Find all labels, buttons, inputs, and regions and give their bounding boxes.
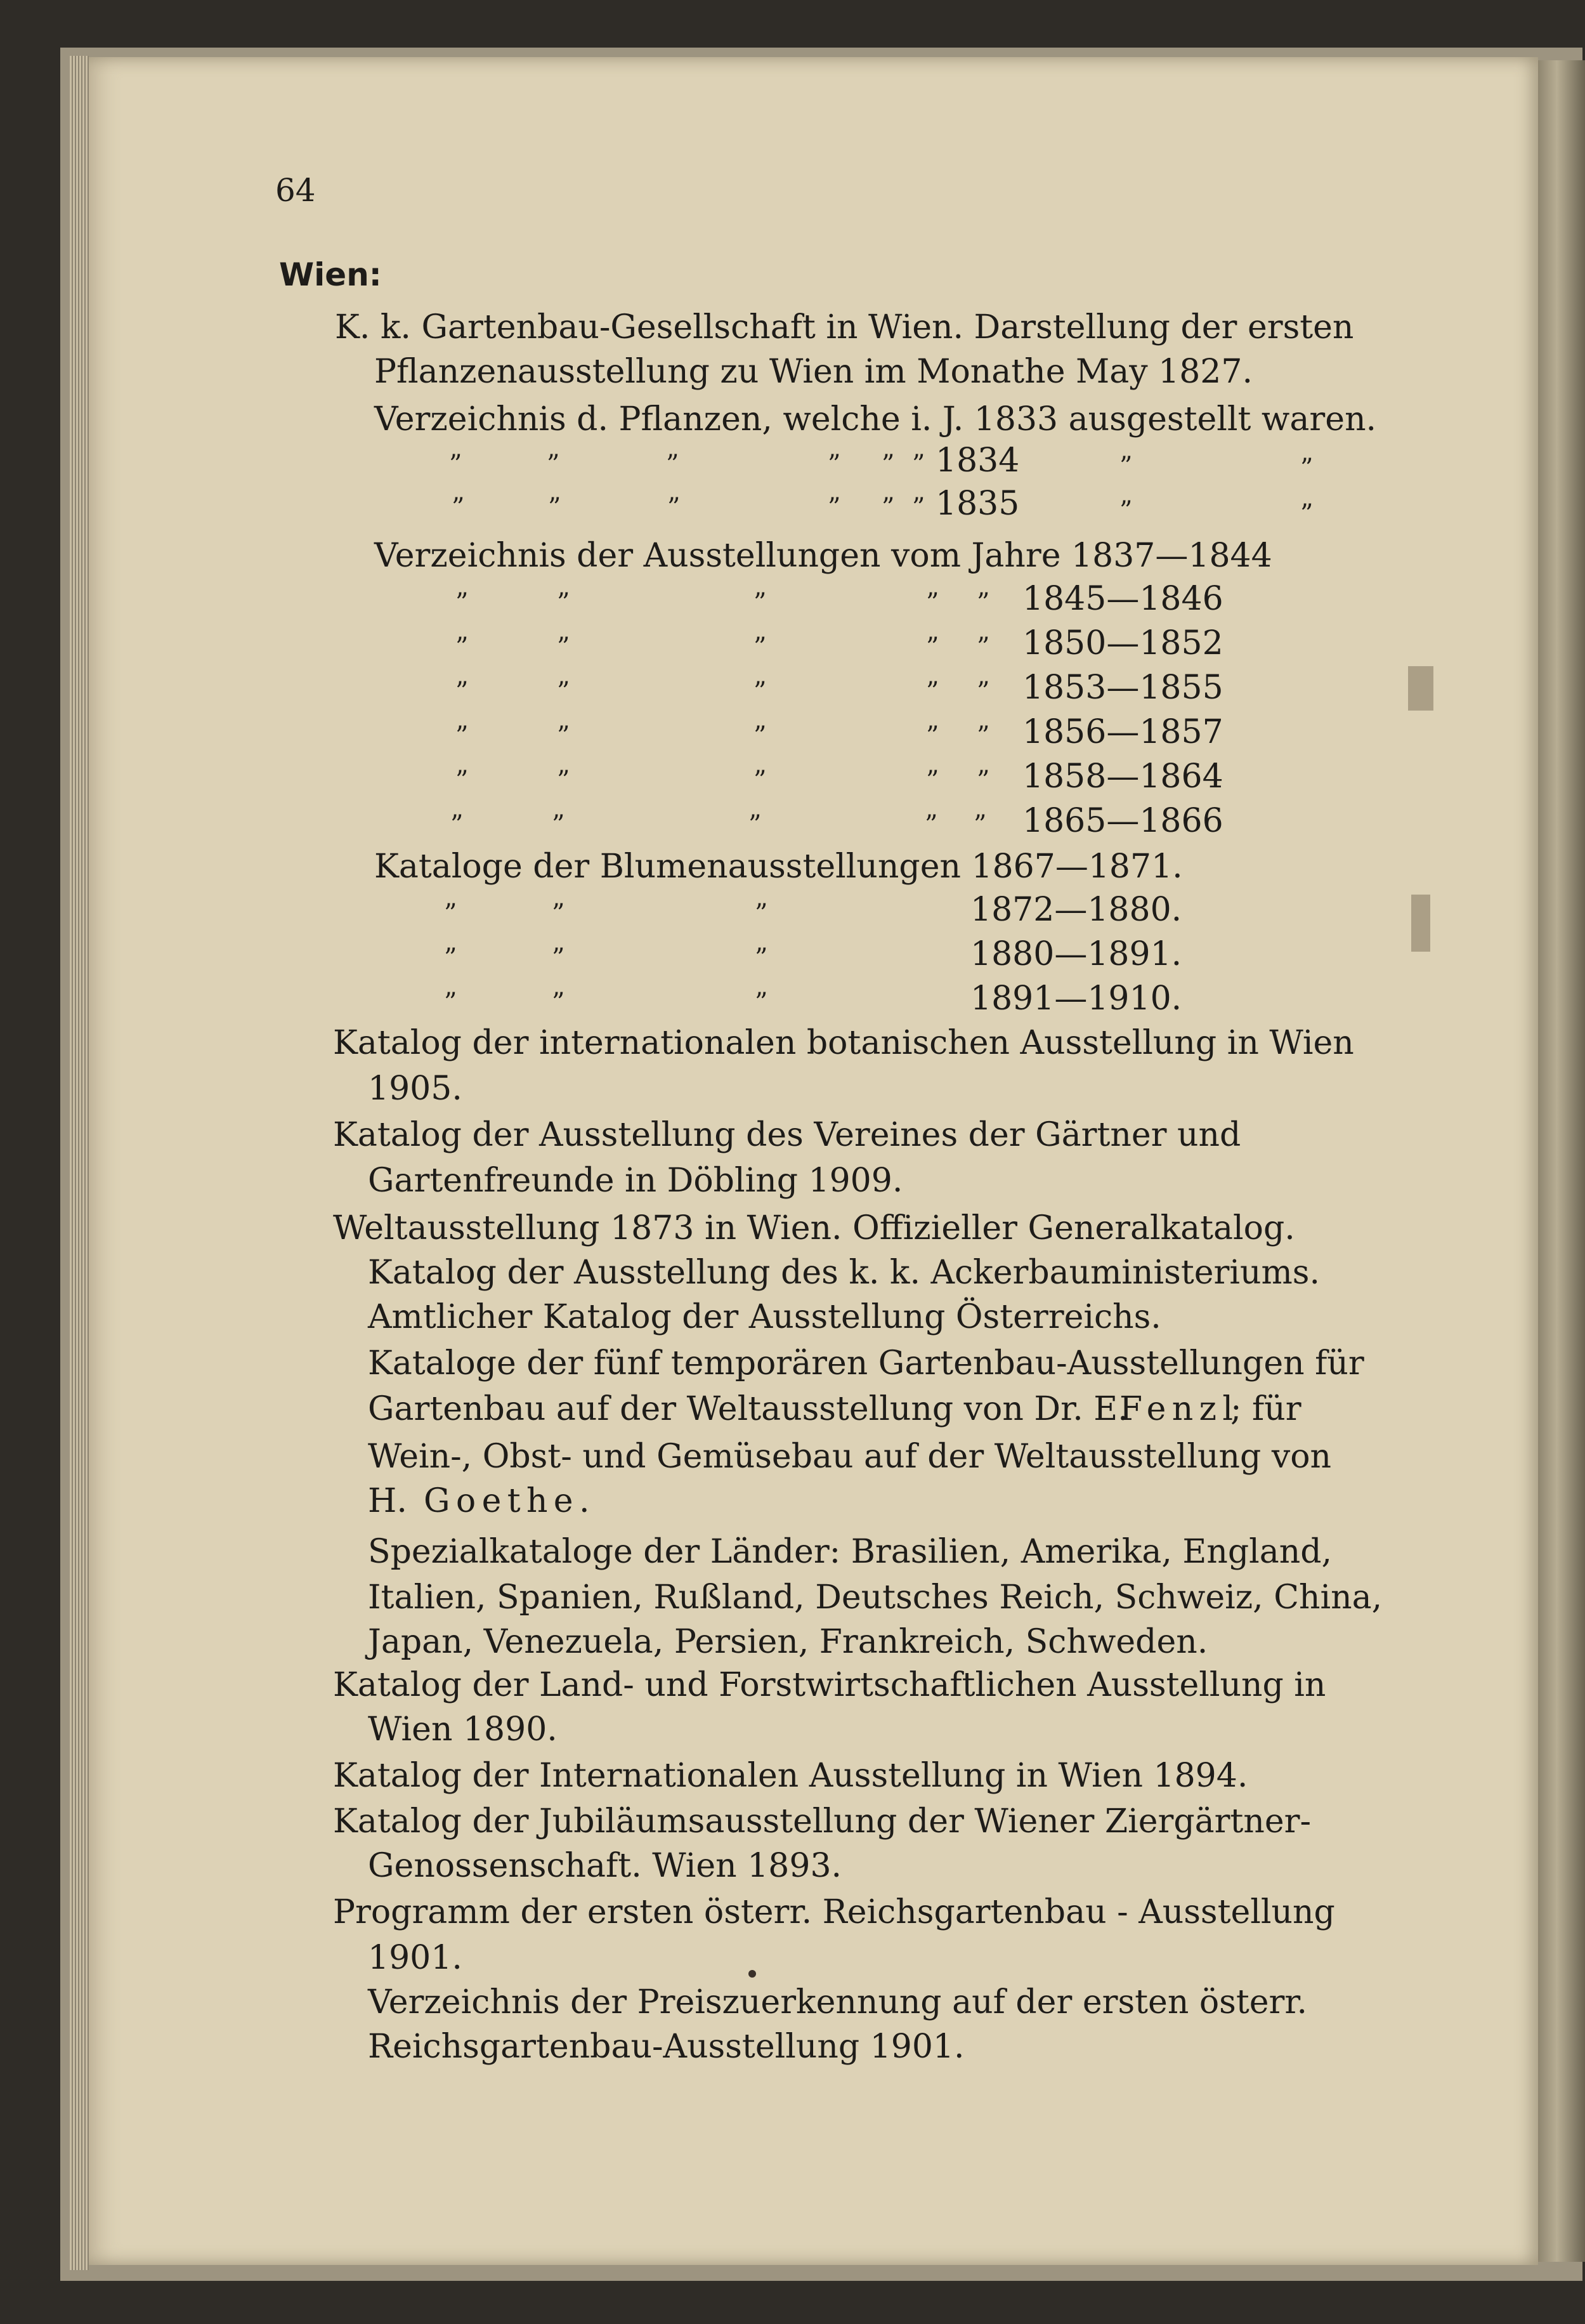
ditto-mark: ” bbox=[547, 450, 560, 479]
page-smudge bbox=[1408, 666, 1433, 711]
text-line-spaced-name: Fenzl bbox=[1119, 1390, 1239, 1428]
ditto-mark: ” bbox=[557, 677, 570, 706]
ditto-mark: ” bbox=[455, 721, 469, 751]
ditto-mark: ” bbox=[552, 988, 565, 1017]
ditto-mark: ” bbox=[455, 588, 469, 617]
text-line: Gartenbau auf der Weltausstellung von Dr. E. bbox=[368, 1390, 1128, 1428]
book-page bbox=[89, 57, 1538, 2265]
ditto-mark: ” bbox=[444, 988, 457, 1017]
text-line: 1850—1852 bbox=[1022, 624, 1223, 662]
ditto-mark: ” bbox=[552, 810, 565, 839]
ditto-mark: ” bbox=[926, 633, 939, 662]
text-line: Katalog der Internationalen Ausstellung in Wien 1894. bbox=[333, 1757, 1248, 1795]
text-line: Wein-, Obst- und Gemüsebau auf der Weltausstellung von bbox=[368, 1438, 1331, 1476]
ditto-mark: ” bbox=[1119, 496, 1133, 525]
text-line: K. k. Gartenbau-Gesellschaft in Wien. Darstellung der ersten bbox=[335, 308, 1354, 346]
ditto-mark: ” bbox=[552, 899, 565, 928]
text-line: Spezialkataloge der Länder: Brasilien, Amerika, England, bbox=[368, 1533, 1333, 1571]
ditto-mark: ” bbox=[912, 450, 925, 479]
text-line: 1853—1855 bbox=[1022, 669, 1223, 707]
text-line-spaced-name: Goethe. bbox=[424, 1482, 596, 1520]
text-line: Italien, Spanien, Rußland, Deutsches Reich, Schweiz, China, bbox=[368, 1579, 1383, 1617]
ditto-mark: ” bbox=[557, 633, 570, 662]
ditto-mark: ” bbox=[455, 633, 469, 662]
text-line: Verzeichnis der Preiszuerkennung auf der ersten österr. bbox=[368, 1983, 1308, 2021]
ditto-mark: ” bbox=[557, 721, 570, 751]
text-line: 1865—1866 bbox=[1022, 802, 1223, 840]
ditto-mark: ” bbox=[882, 493, 895, 522]
text-line: 1905. bbox=[368, 1070, 462, 1108]
text-line: Kataloge der fünf temporären Gartenbau-Ausstellungen für bbox=[368, 1344, 1364, 1382]
ditto-mark: ” bbox=[828, 450, 841, 479]
text-line: H. bbox=[368, 1482, 407, 1520]
ditto-mark: ” bbox=[925, 810, 938, 839]
ditto-mark: ” bbox=[977, 721, 990, 751]
text-line: Katalog der Ausstellung des Vereines der Gärtner und bbox=[333, 1116, 1241, 1154]
text-line: Verzeichnis der Ausstellungen vom Jahre 1837—1844 bbox=[374, 537, 1272, 575]
ditto-mark: ” bbox=[557, 766, 570, 795]
ditto-mark: ” bbox=[449, 450, 462, 479]
ditto-mark: ” bbox=[753, 588, 767, 617]
ditto-mark: ” bbox=[548, 493, 561, 522]
text-line: Gartenfreunde in Döbling 1909. bbox=[368, 1162, 903, 1200]
ditto-mark: ” bbox=[926, 588, 939, 617]
ditto-mark: ” bbox=[455, 766, 469, 795]
ditto-mark: ” bbox=[755, 943, 768, 973]
ditto-mark: ” bbox=[450, 810, 464, 839]
text-line: Japan, Venezuela, Persien, Frankreich, Schweden. bbox=[368, 1623, 1208, 1661]
text-line: 1901. bbox=[368, 1939, 462, 1977]
ditto-mark: ” bbox=[977, 588, 990, 617]
ditto-mark: ” bbox=[1119, 452, 1133, 481]
text-line: Wien 1890. bbox=[368, 1710, 558, 1749]
text-line: 1880—1891. bbox=[970, 935, 1182, 973]
text-line: Katalog der Land- und Forstwirtschaftlichen Ausstellung in bbox=[333, 1666, 1326, 1704]
text-line: 1856—1857 bbox=[1022, 713, 1223, 751]
ditto-mark: ” bbox=[912, 493, 925, 522]
ditto-mark: ” bbox=[755, 988, 768, 1017]
text-line: Weltausstellung 1873 in Wien. Offizieller Generalkatalog. bbox=[333, 1209, 1295, 1247]
ditto-mark: ” bbox=[667, 493, 681, 522]
ditto-mark: ” bbox=[748, 810, 762, 839]
text-line: Programm der ersten österr. Reichsgartenbau - Ausstellung bbox=[333, 1893, 1335, 1931]
text-line: Pflanzenausstellung zu Wien im Monathe May 1827. bbox=[374, 353, 1253, 391]
ditto-mark: ” bbox=[552, 943, 565, 973]
facing-page-strip bbox=[1538, 60, 1585, 2262]
ditto-mark: ” bbox=[753, 677, 767, 706]
text-line: ; für bbox=[1230, 1390, 1301, 1428]
text-line: Katalog der Jubiläumsausstellung der Wiener Ziergärtner- bbox=[333, 1802, 1312, 1841]
ditto-mark: ” bbox=[926, 721, 939, 751]
ditto-mark: ” bbox=[977, 677, 990, 706]
ditto-mark: ” bbox=[666, 450, 679, 479]
text-line: Katalog der internationalen botanischen Ausstellung in Wien bbox=[333, 1024, 1354, 1062]
ditto-mark: ” bbox=[882, 450, 895, 479]
ditto-mark: ” bbox=[557, 588, 570, 617]
ink-dot bbox=[748, 1970, 756, 1978]
text-line: Amtlicher Katalog der Ausstellung Österreichs. bbox=[368, 1298, 1161, 1336]
ditto-mark: ” bbox=[828, 493, 841, 522]
text-line: Genossenschaft. Wien 1893. bbox=[368, 1847, 842, 1885]
page-number: 64 bbox=[275, 172, 316, 209]
ditto-mark: ” bbox=[444, 899, 457, 928]
text-line: 1872—1880. bbox=[970, 891, 1182, 929]
text-line: Reichsgartenbau-Ausstellung 1901. bbox=[368, 2028, 965, 2066]
text-line: 1835 bbox=[936, 485, 1020, 523]
ditto-mark: ” bbox=[926, 766, 939, 795]
ditto-mark: ” bbox=[452, 493, 465, 522]
ditto-mark: ” bbox=[974, 810, 987, 839]
text-line: 1834 bbox=[936, 442, 1020, 480]
page-smudge bbox=[1411, 895, 1430, 952]
text-line: 1858—1864 bbox=[1022, 758, 1223, 796]
ditto-mark: ” bbox=[444, 943, 457, 973]
ditto-mark: ” bbox=[1300, 499, 1314, 528]
ditto-mark: ” bbox=[926, 677, 939, 706]
text-line: 1845—1846 bbox=[1022, 580, 1223, 618]
ditto-mark: ” bbox=[755, 899, 768, 928]
ditto-mark: ” bbox=[977, 633, 990, 662]
page-edges bbox=[70, 56, 89, 2270]
ditto-mark: ” bbox=[977, 766, 990, 795]
section-heading: Wien: bbox=[279, 256, 382, 293]
ditto-mark: ” bbox=[753, 721, 767, 751]
text-line: Verzeichnis d. Pflanzen, welche i. J. 1833 ausgestellt waren. bbox=[374, 400, 1377, 438]
text-line: Kataloge der Blumenausstellungen 1867—1871. bbox=[374, 848, 1183, 886]
text-line: Katalog der Ausstellung des k. k. Ackerbauministeriums. bbox=[368, 1254, 1321, 1292]
ditto-mark: ” bbox=[753, 766, 767, 795]
ditto-mark: ” bbox=[753, 633, 767, 662]
ditto-mark: ” bbox=[1300, 454, 1314, 483]
text-line: 1891—1910. bbox=[970, 980, 1182, 1018]
ditto-mark: ” bbox=[455, 677, 469, 706]
